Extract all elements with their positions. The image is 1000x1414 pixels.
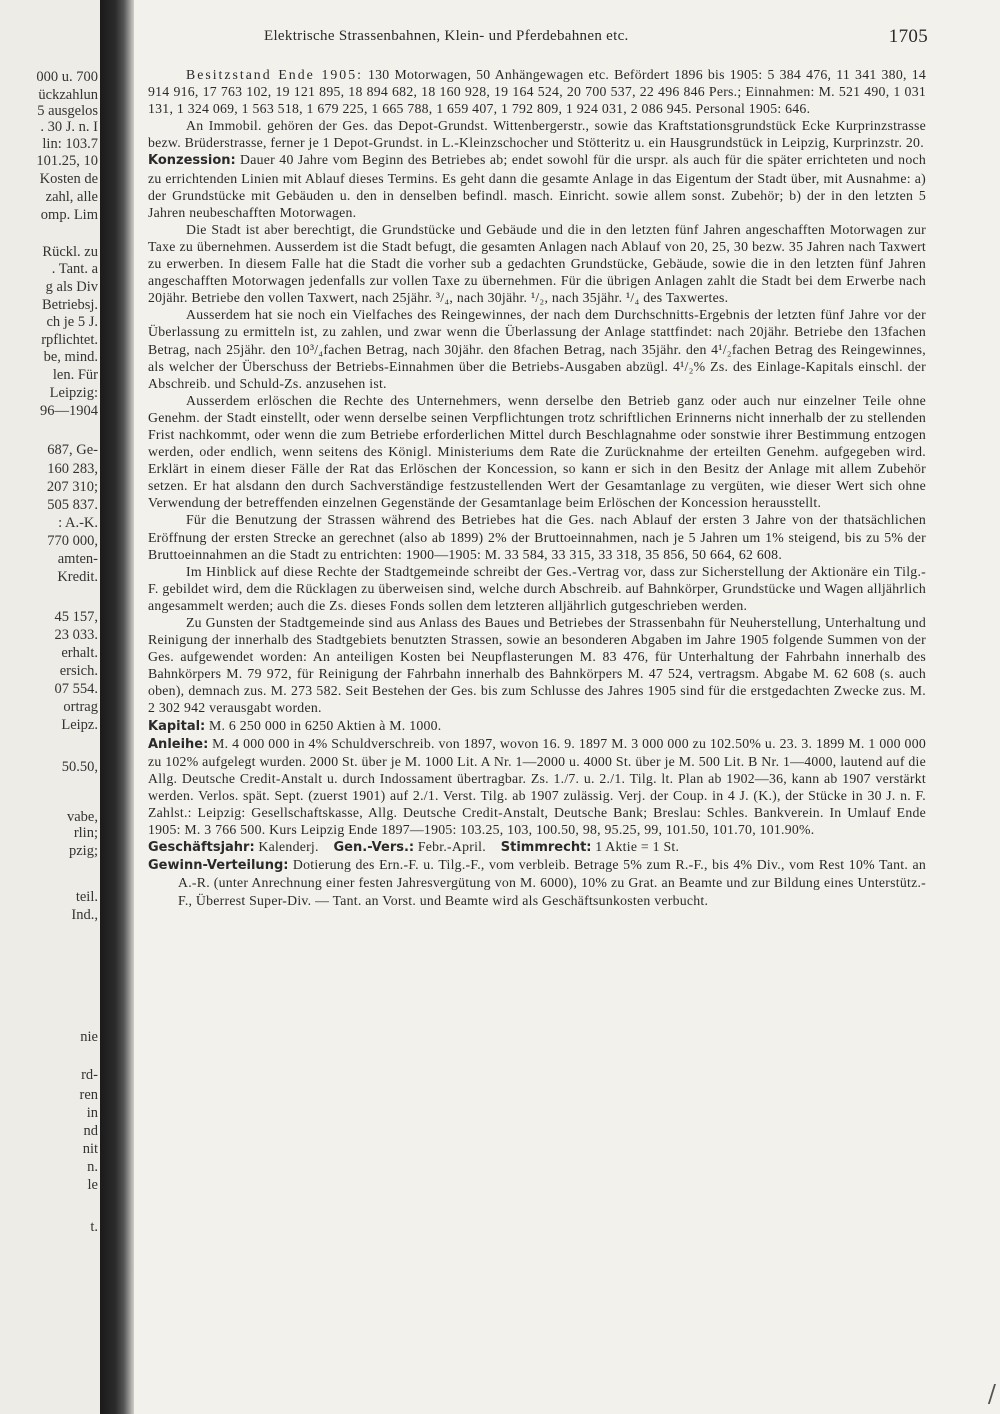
- adjacent-page-line: Ind.,: [71, 907, 98, 923]
- genvers-label: Gen.-Vers.:: [333, 840, 415, 856]
- adjacent-page-line: 50.50,: [61, 759, 98, 775]
- adjacent-page-line: 687, Ge-: [47, 442, 98, 458]
- adjacent-page-line: 505 837.: [47, 497, 98, 513]
- adjacent-page-line: Betriebsj.: [42, 297, 98, 313]
- adjacent-page-line: rd-: [81, 1067, 98, 1083]
- anleihe-text: M. 4 000 000 in 4% Schuldverschreib. von 1897, wovon 16. 9. 1897 M. 3 000 000 zu 102.50% u. 23. 3. 1899 M. 1 000 000 zu 102% aufgelegt wurden. 2000 St. über je M. 1000 Lit. A Nr. 1—2000 u. 4000 St. über je M. 500 Lit. B Nr. 1—4000, lautend auf die Allg. Deutsche Credit-Anstalt u. durch Indossament übertragbar. Zs. 1./7. u. 2./1. Tilg. lt. Plan ab 1902—36, kann ab 1907 verstärkt werden. Verlos. spät. Sept. (zuerst 1901) auf 2./1. Verst. Tilg. ab 1907 zulässig. Verj. der Coup. in 4 J. (K.), der Stücke in 30 J. n. F. Zahlst.: Leipzig: Gesellschaftskasse, Allg. Deutsche Credit-Anstalt, Deutsche Bank; Breslau: Schles. Bankverein. In Umlauf Ende 1905: M. 3 766 500. Kurs Leipzig Ende 1897—1905: 103.25, 103, 100.50, 98, 95.25, 99, 101.50, 101.70, 101.90%.: [148, 735, 926, 838]
- besitzstand-label: Besitzstand Ende 1905:: [186, 67, 363, 82]
- adjacent-page-line: 770 000,: [47, 533, 98, 549]
- adjacent-page-line: Leipzig:: [49, 385, 98, 401]
- adjacent-page-line: Kosten de: [39, 171, 98, 187]
- adjacent-page-line: Kredit.: [57, 569, 98, 585]
- adjacent-page-line: ersich.: [59, 663, 98, 679]
- genvers-text: Febr.-April.: [417, 839, 486, 855]
- gewinn-text: Dotierung des Ern.-F. u. Tilg.-F., vom verbleib. Betrage 5% zum R.-F., bis 4% Div., vom Rest 10% Tant. an A.-R. (unter Anrechnung einer festen Jahresvergütung von M. 6000), 10% zu Grat. an Beamte und zur Bildung eines Unterstütz.-F., Überrest Super-Div. — Tant. an Vorst. und Beamte wird als Geschäftsunkosten verbucht.: [178, 857, 926, 908]
- adjacent-page-line: . Tant. a: [51, 261, 98, 277]
- adjacent-page-line: 000 u. 700: [36, 69, 98, 85]
- paragraph-reingewinn: Ausserdem hat sie noch ein Vielfaches des Reingewinnes, der nach dem Durchschnitts-Ergebnis der letzten fünf Jahre vor der Überlassung zu ermitteln ist, zu zahlen, und zwar wenn die Überlassung der Anlage stattfindet: nach 20jähr. Betriebe den 13fachen Betrag, nach 25jähr. den 10³/₄fachen Betrag, nach 30jähr. den 8fachen Betrag, nach 35jähr. den 4¹/₂fachen Betrag des Reingewinnes, als welcher der Überschuss der Betriebs-Einnahmen über die Betriebs-Ausgaben abzügl. 4¹/₂% Zs. des Einlage-Kapitals einschl. der Abschreib. und Schuld-Zs. anzusehen ist.: [148, 307, 926, 391]
- paragraph-anleihe: [148, 735, 926, 839]
- adjacent-page-line: teil.: [75, 889, 98, 905]
- paragraph-gewinnverteilung: [148, 856, 926, 908]
- running-title: Elektrische Strassenbahnen, Klein- und Pferdebahnen etc.: [264, 28, 629, 44]
- kapital-text: M. 6 250 000 in 6250 Aktien à M. 1000.: [208, 717, 442, 733]
- geschaeftsjahr-text: Kalenderj.: [258, 839, 319, 855]
- adjacent-page-line: ückzahlun: [38, 87, 98, 103]
- stimmrecht-text: 1 Aktie = 1 St.: [595, 839, 680, 855]
- adjacent-page-line: pzig;: [69, 843, 98, 859]
- adjacent-page-line: 45 157,: [54, 609, 98, 625]
- adjacent-page-line: g als Div: [45, 279, 98, 295]
- adjacent-page-line: le: [87, 1177, 98, 1193]
- paragraph-stadt-rechte: Die Stadt ist aber berechtigt, die Grundstücke und Gebäude und die in den letzten fünf Jahren angeschafften Motorwagen zur Taxe zu übernehmen. Ausserdem ist die Stadt befugt, die gesamten Anlagen nach Ablauf von 20, 25, 30 bezw. 35 Jahren nach Taxwert zu erwerben. In diesem Falle hat die Stadt die vorher sub a gedachten Grundstücke, Gebäude, sowie die in den letzten fünf Jahren angeschafften Motorwagen jedenfalls zur vollen Taxe zu übernehmen. Für die übrigen Anlagen zahlt die Stadt bei dem Erwerbe nach 20jähr. Betriebe den vollen Taxwert, nach 25jähr. ³/₄, nach 30jähr. ¹/₂, nach 35jähr. ¹/₄ des Taxwertes.: [148, 221, 926, 306]
- konzession-label: Konzession:: [148, 153, 236, 169]
- gewinn-label: Gewinn-Verteilung:: [148, 858, 289, 874]
- adjacent-page-line: 160 283,: [47, 461, 98, 477]
- adjacent-page-line: in: [86, 1105, 98, 1121]
- adjacent-page-line: len. Für: [52, 367, 98, 383]
- paragraph-immobilien: An Immobil. gehören der Ges. das Depot-Grundst. Wittenbergerstr., sowie das Kraftstationsgrundstück Ecke Kurprinzstrasse bezw. Brüderstrasse, ferner je 1 Depot-Grundst. in L.-Kleinzschocher und Stötteritz u. ein Hausgrundstück in Leipzig, Kurprinzstr. 20.: [148, 118, 926, 151]
- article-body: [148, 66, 926, 909]
- adjacent-page-line: 96—1904: [40, 403, 98, 419]
- kapital-label: Kapital:: [148, 718, 206, 734]
- adjacent-page-line: : A.-K.: [58, 515, 98, 531]
- adjacent-page-line: . 30 J. n. I: [40, 119, 98, 135]
- paragraph-geschaeftsjahr: [148, 838, 926, 856]
- adjacent-page-line: zahl, alle: [45, 189, 98, 205]
- adjacent-page-line: t.: [90, 1219, 98, 1235]
- adjacent-page-line: 5 ausgelos: [37, 103, 98, 119]
- paragraph-konzession: [148, 151, 926, 220]
- adjacent-page-line: Rückl. zu: [42, 244, 98, 260]
- adjacent-page-line: be, mind.: [43, 349, 98, 365]
- paragraph-stadtgemeinde: Zu Gunsten der Stadtgemeinde sind aus Anlass des Baues und Betriebes der Strassenbahn für Neuherstellung, Unterhaltung und Reinigung der innerhalb des Stadtgebiets benutzten Strassen, sowie an besonderen Abgaben im Jahre 1905 folgende Summen von der Ges. aufgewendet worden: An anteiligen Kosten bei Neupflasterungen M. 83 476, für Unterhaltung der Fahrbahn innerhalb des Bahnkörpers M. 79 972, für Reinigung der Fahrbahn innerhalb des Bahnkörpers M. 47 524, vertragsm. Abgabe M. 62 608 (s. auch oben), demnach zus. M. 273 582. Seit Bestehen der Ges. bis zum Schlusse des Jahres 1905 sind für die erstgedachten Zwecke zus. M. 2 302 942 verausgabt worden.: [148, 615, 926, 716]
- adjacent-page-line: omp. Lim: [40, 207, 98, 223]
- page-number: 1705: [888, 26, 928, 47]
- margin-mark: /: [987, 1380, 996, 1408]
- adjacent-page-line: vabe,: [67, 809, 98, 825]
- adjacent-page-line: nit: [82, 1141, 98, 1157]
- besitzstand-text: 130 Motorwagen, 50 Anhängewagen etc. Befördert 1896 bis 1905: 5 384 476, 11 341 380, 14 914 916, 17 763 102, 19 121 895, 18 894 682, 18 160 928, 19 164 524, 20 700 537, 22 496 846 Pers.; Einnahmen: M. 521 490, 1 031 131, 1 324 069, 1 563 518, 1 679 225, 1 665 788, 1 659 407, 1 792 809, 1 924 031, 2 086 945. Personal 1905: 646.: [148, 67, 926, 117]
- paragraph-tilgungsfonds: Im Hinblick auf diese Rechte der Stadtgemeinde schreibt der Ges.-Vertrag vor, dass zur Sicherstellung der Aktionäre ein Tilg.-F. gebildet wird, dem die Rücklagen zu überweisen sind, welche durch Abschreib. auf Bahnkörper, Grundstücke und Wagen alljährlich angesammelt werden; auch die Zs. dieses Fonds sollen dem letzteren alljährlich gutgeschrieben werden.: [148, 563, 926, 613]
- adjacent-page-line: ortrag: [63, 699, 98, 715]
- paragraph-erloeschen: Ausserdem erlöschen die Rechte des Unternehmers, wenn derselbe den Betrieb ganz oder auch nur einzelner Teile ohne Genehm. der Stadt einstellt, oder wenn derselbe seinen Verpflichtungen trotz schriftlichen Erinnerns nicht innerhalb der zu stellenden Frist nachkommt, oder wenn die zum Betriebe erforderlichen Mittel durch Beschlagnahme oder sonstwie ihrer Bestimmung entzogen werden, oder endlich, wenn seitens des Königl. Ministeriums dem Rate die Zurücknahme der erteilten Genehm. aufgegeben wird. Erklärt in einem dieser Fälle der Rat das Erlöschen der Koncession, so kann er sich in den Besitz der Anlage mit allem Zubehör setzen. Er hat alsdann den durch Sachverständige festzustellenden Wert der Gesamtanlage zu vergüten, wie dieser Wert sich ohne Verwendung der betreffenden einzelnen Gegenstände der Gesamtanlage beim Erlöschen der Koncession herausstellt.: [148, 392, 926, 511]
- adjacent-page-line: ch je 5 J.: [46, 314, 98, 330]
- paragraph-strassenbenutzung: Für die Benutzung der Strassen während des Betriebes hat die Ges. nach Ablauf der ersten 3 Jahre von der thatsächlichen Eröffnung der ersten Strecke an gerechnet (also ab 1899) 2% der Bruttoeinnahmen, nach je 5 Jahren um 1% steigend, bis zu 5% der Bruttoeinnahmen an die Stadt zu entrichten: 1900—1905: M. 33 584, 33 315, 33 318, 35 856, 50 664, 62 608.: [148, 512, 926, 562]
- adjacent-page-line: 23 033.: [54, 627, 98, 643]
- konzession-text: Dauer 40 Jahre vom Beginn des Betriebes ab; endet sowohl für die urspr. als auch für die später errichteten und noch zu errichtenden Linien mit Ablauf dieses Termins. Es geht dann die gesamte Anlage in das Eigentum der Stadt über, mit Ausnahme: a) der Grundstücke mit Gebäuden u. den in denselben befindl. masch. Einricht. sowie allem sonst. Zubehör; b) der in den letzten 5 Jahren neubeschafften Motorwagen.: [148, 152, 926, 220]
- adjacent-page-strip: [0, 0, 100, 1414]
- adjacent-page-line: erhalt.: [61, 645, 98, 661]
- stimmrecht-label: Stimmrecht:: [500, 840, 592, 856]
- adjacent-page-line: nie: [80, 1029, 98, 1045]
- geschaeftsjahr-label: Geschäftsjahr:: [148, 840, 255, 856]
- adjacent-page-line: 207 310;: [46, 479, 98, 495]
- paragraph-besitzstand: [148, 66, 926, 117]
- anleihe-label: Anleihe:: [148, 736, 209, 752]
- adjacent-page-line: nd: [83, 1123, 98, 1139]
- adjacent-page-line: n.: [87, 1159, 98, 1175]
- adjacent-page-line: amten-: [57, 551, 98, 567]
- book-gutter: [100, 0, 134, 1414]
- adjacent-page-line: lin: 103.7: [42, 136, 98, 152]
- adjacent-page-line: Leipz.: [61, 717, 98, 733]
- adjacent-page-line: 07 554.: [54, 681, 98, 697]
- adjacent-page-line: rlin;: [73, 825, 98, 841]
- page-header: [180, 24, 928, 50]
- adjacent-page-line: ren: [79, 1087, 98, 1103]
- adjacent-page-line: 101.25, 10: [36, 153, 98, 169]
- paragraph-kapital: [148, 717, 926, 735]
- adjacent-page-line: rpflichtet.: [41, 332, 98, 348]
